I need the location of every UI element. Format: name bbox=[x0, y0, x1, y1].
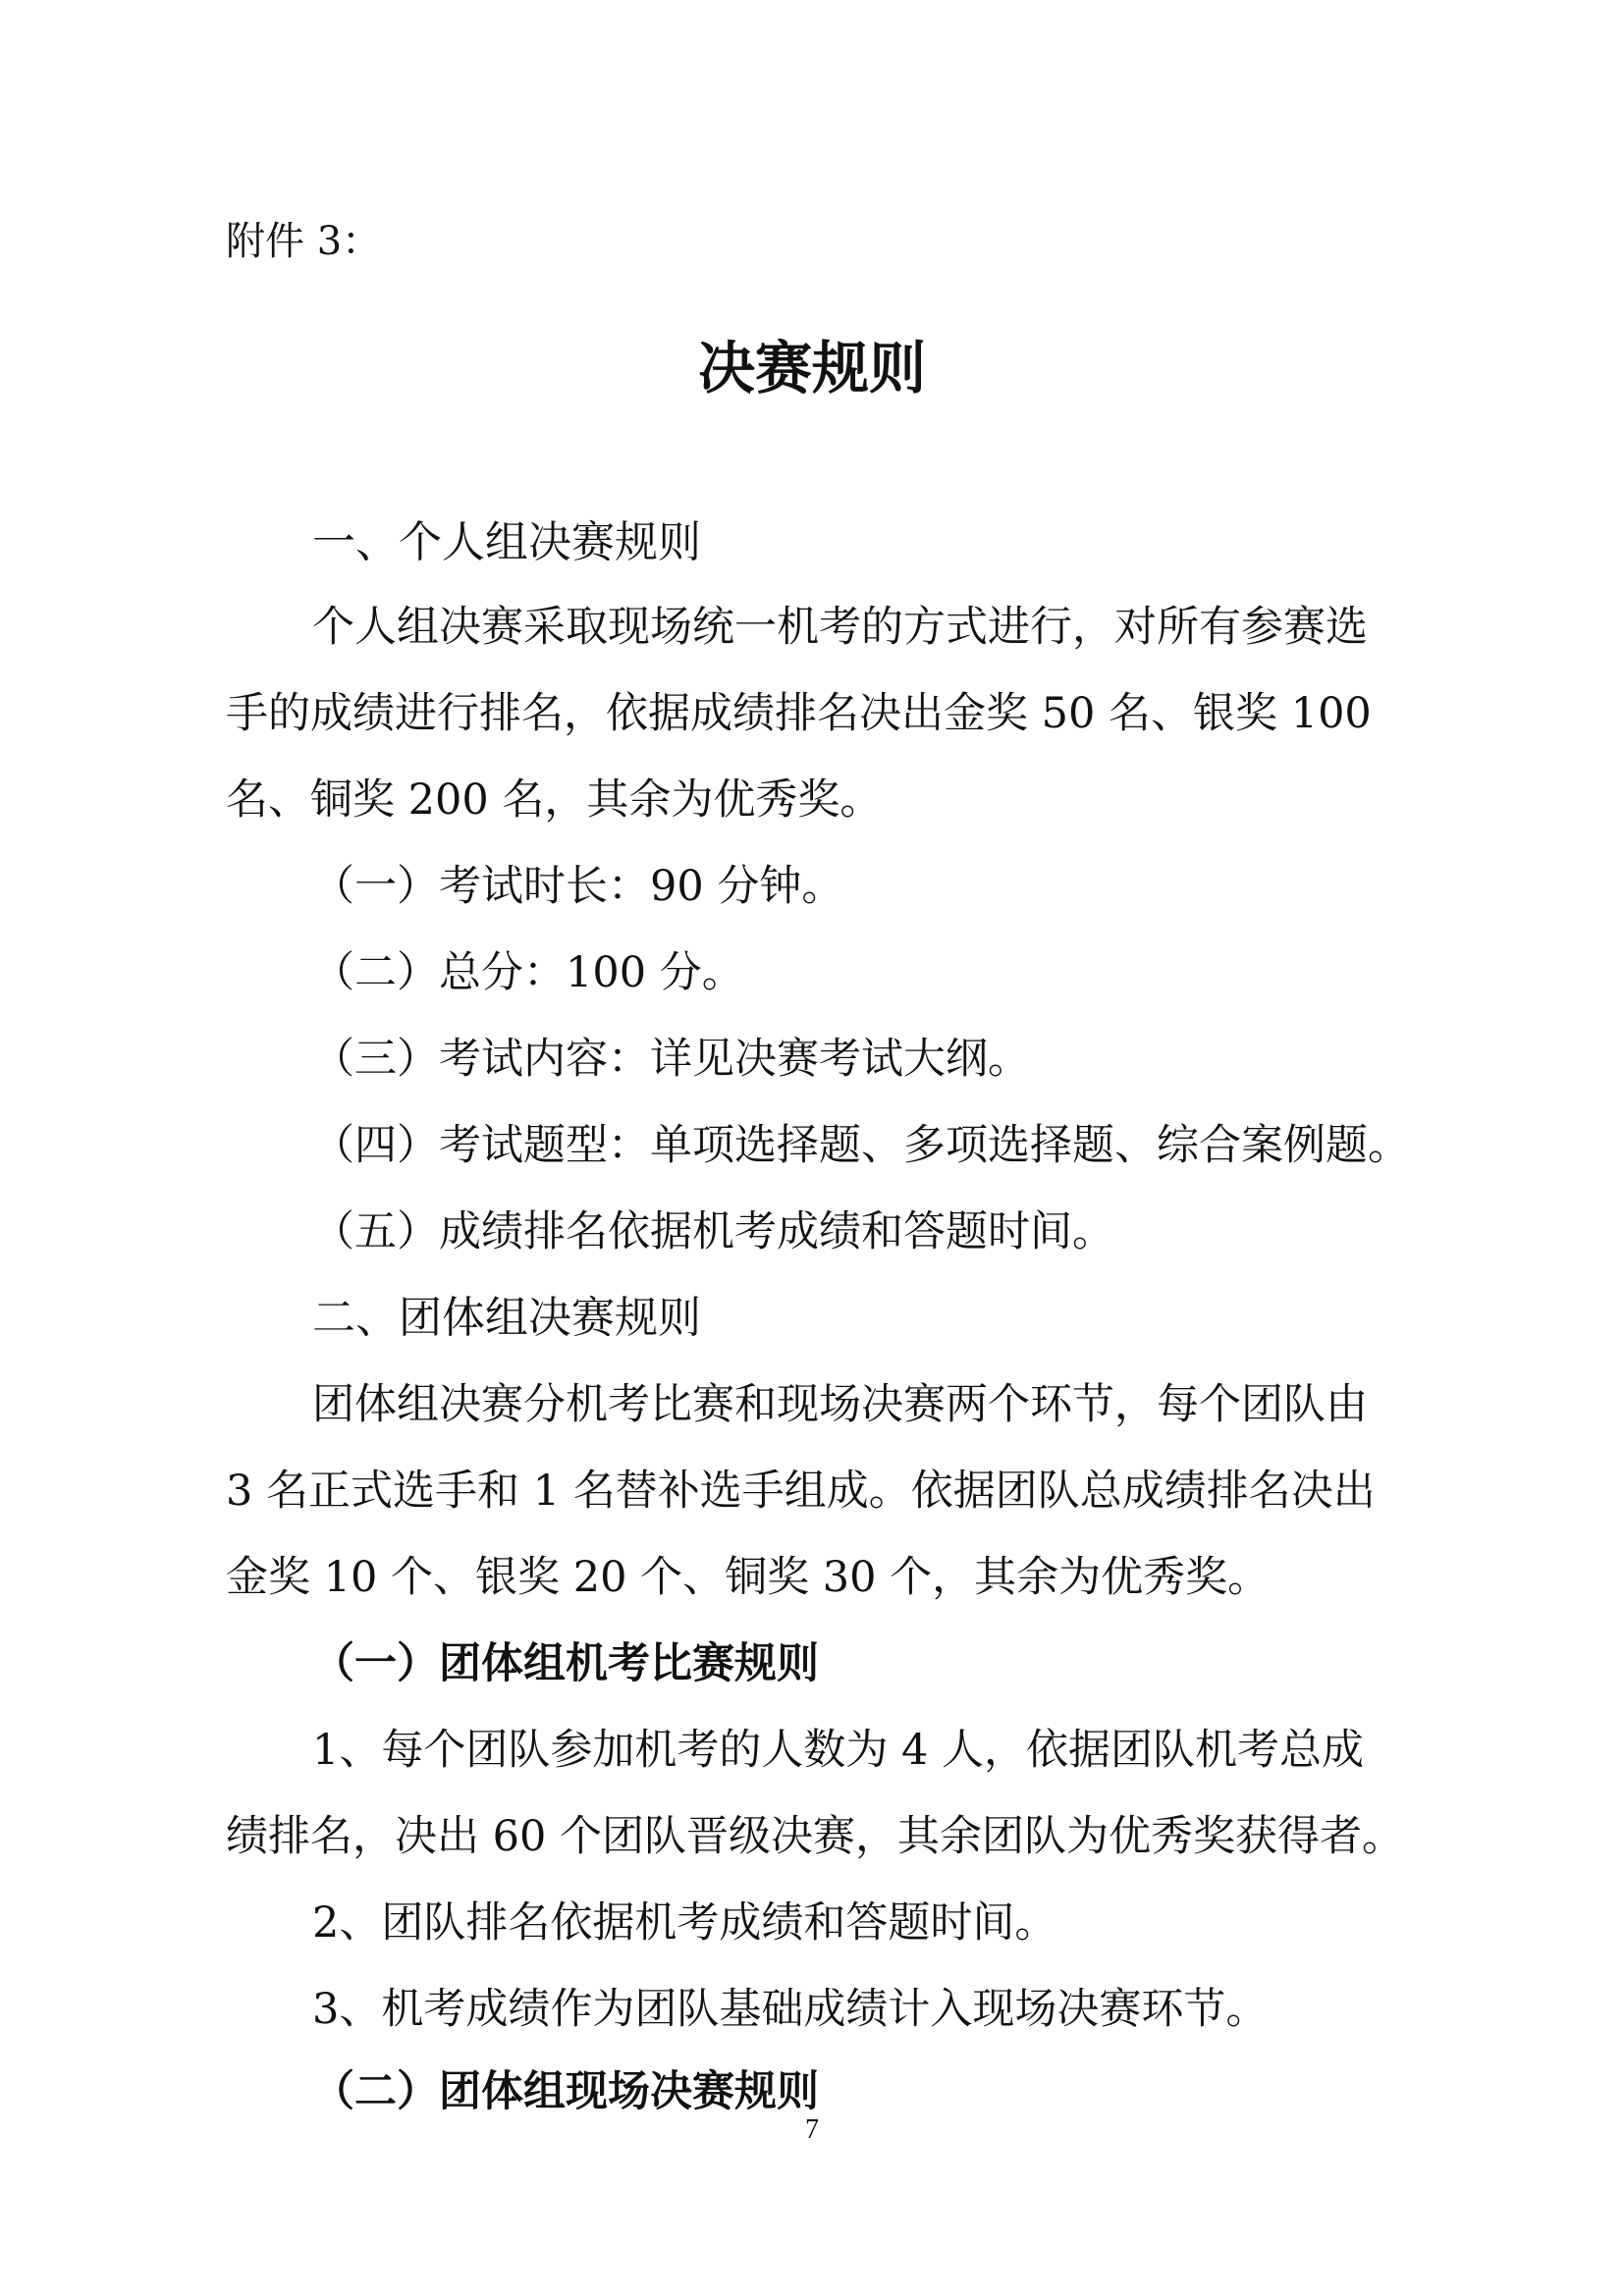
subsection-1-line: 2、团队排名依据机考成绩和答题时间。 bbox=[312, 1898, 1057, 1948]
subsection-1-line: 3、机考成绩作为团队基础成绩计入现场决赛环节。 bbox=[312, 1985, 1269, 2034]
section-2-paragraph-line: 3 名正式选手和 1 名替补选手组成。依据团队总成绩排名决出 bbox=[226, 1467, 1376, 1516]
subsection-2-heading: （二）团体组现场决赛规则 bbox=[312, 2067, 819, 2116]
section-1-heading: 一、个人组决赛规则 bbox=[312, 517, 701, 567]
subsection-1-line: 绩排名，决出 60 个团队晋级决赛，其余团队为优秀奖获得者。 bbox=[226, 1812, 1405, 1861]
section-1-item: （五）成绩排名依据机考成绩和答题时间。 bbox=[312, 1207, 1114, 1256]
section-2-paragraph-line: 团体组决赛分机考比赛和现场决赛两个环节，每个团队由 bbox=[312, 1380, 1368, 1429]
page-title: 决赛规则 bbox=[697, 335, 926, 401]
section-1-paragraph-line: 手的成绩进行排名，依据成绩排名决出金奖 50 名、银奖 100 bbox=[226, 689, 1372, 738]
subsection-1-heading: （一）团体组机考比赛规则 bbox=[312, 1639, 819, 1688]
subsection-1-line: 1、每个团队参加机考的人数为 4 人，依据团队机考总成 bbox=[312, 1726, 1365, 1775]
attachment-label: 附件 3： bbox=[226, 219, 382, 264]
section-1-item: （二）总分：100 分。 bbox=[312, 948, 744, 997]
section-1-item: （一）考试时长：90 分钟。 bbox=[312, 862, 844, 911]
section-2-paragraph-line: 金奖 10 个、银奖 20 个、铜奖 30 个，其余为优秀奖。 bbox=[226, 1553, 1271, 1602]
section-2-heading: 二、团体组决赛规则 bbox=[312, 1293, 701, 1343]
section-1-item: （四）考试题型：单项选择题、多项选择题、综合案例题。 bbox=[312, 1121, 1410, 1170]
section-1-paragraph-line: 名、铜奖 200 名，其余为优秀奖。 bbox=[226, 775, 883, 825]
page-number: 7 bbox=[805, 2114, 819, 2145]
section-1-paragraph-line: 个人组决赛采取现场统一机考的方式进行，对所有参赛选 bbox=[312, 603, 1368, 652]
section-1-item: （三）考试内容：详见决赛考试大纲。 bbox=[312, 1035, 1030, 1084]
